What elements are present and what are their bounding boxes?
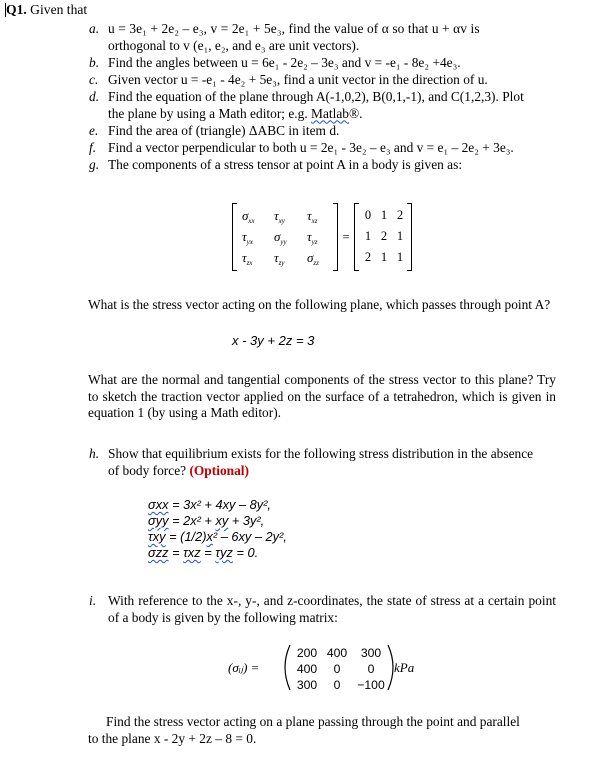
tau-xy: $\tau_{xy}$ bbox=[274, 208, 285, 225]
n-0-2: 300 bbox=[360, 646, 382, 660]
eq4-end: = 0. bbox=[232, 545, 259, 560]
eq2-lhs: σyy bbox=[148, 513, 169, 528]
item-g-question1: What is the stress vector acting on the following plane, which passes through point A? bbox=[88, 297, 551, 312]
sigma-yy: $\sigma_{yy}$ bbox=[274, 229, 287, 246]
final-question bbox=[88, 714, 558, 747]
item-f-label: f. bbox=[89, 140, 97, 155]
item-c-label: c. bbox=[89, 72, 99, 87]
m-0-2: 2 bbox=[396, 208, 404, 222]
item-g-label: g. bbox=[89, 157, 100, 172]
tau-zx: $\tau_{zx}$ bbox=[242, 250, 253, 267]
tau-yz: $\tau_{yz}$ bbox=[307, 229, 318, 246]
item-a-label: a. bbox=[89, 21, 100, 36]
matrix-lhs: (σᵢⱼ) = bbox=[228, 660, 260, 675]
m-1-0: 1 bbox=[364, 229, 372, 243]
item-d-line2-text: the plane by using a Math editor; e.g. bbox=[108, 105, 312, 121]
right-paren bbox=[388, 645, 393, 690]
eq3-rhs-x: x bbox=[206, 529, 213, 544]
final-line1: Find the stress vector acting on a plane passing through the point and parallel bbox=[106, 714, 520, 729]
plane-equation: x - 3y + 2z = 3 bbox=[232, 333, 315, 348]
item-f-line1: Find a vector perpendicular to both u = 2e₁ - 3e₂ – e₃ and v = e₁ – 2e₂ + 3e₃. bbox=[108, 140, 514, 155]
final-line2: to the plane x - 2y + 2z – 8 = 0. bbox=[88, 730, 257, 746]
eq3-rhs-b: ² – 6xy – 2y², bbox=[212, 529, 287, 544]
m-1-1: 2 bbox=[380, 229, 388, 243]
item-a-line2: orthogonal to v (e₁, e₂, and e₃ are unit vectors). bbox=[108, 37, 360, 53]
tau-zy: $\tau_{zy}$ bbox=[274, 250, 285, 267]
item-d-line2-end: ®. bbox=[348, 105, 363, 121]
item-d-line1: Find the equation of the plane through A(-1,0,2), B(0,1,-1), and C(1,2,3). Plot bbox=[108, 89, 524, 104]
eq2-rhs-b: + 3y², bbox=[228, 513, 265, 528]
m-1-2: 1 bbox=[396, 229, 404, 243]
eq4-lhs: σzz bbox=[148, 545, 169, 560]
tau-xz: $\tau_{xz}$ bbox=[307, 208, 318, 225]
m-2-1: 1 bbox=[380, 250, 388, 264]
eq3-rhs-a: = (1/2) bbox=[165, 529, 207, 544]
item-i-text: With reference to the x-, y-, and z-coordinates, the state of stress at a certain point of a body is given by the following matrix: bbox=[108, 593, 556, 625]
n-1-0: 400 bbox=[296, 662, 318, 676]
n-2-0: 300 bbox=[296, 678, 318, 692]
equals-sign: = bbox=[342, 230, 350, 244]
item-h-line2-text: of body force? bbox=[108, 462, 190, 478]
eq1-rhs: = 3x² + 4xy – 8y², bbox=[168, 497, 271, 512]
sigma-zz: $\sigma_{zz}$ bbox=[307, 250, 319, 267]
item-e-line1: Find the area of (triangle) ΔABC in item d. bbox=[108, 123, 340, 138]
eq1-lhs: σxx bbox=[148, 497, 169, 512]
n-0-0: 200 bbox=[296, 646, 318, 660]
item-g-line1: The components of a stress tensor at point A in a body is given as: bbox=[108, 157, 463, 172]
item-a-line1: u = 3e₁ + 2e₂ – e₃, v = 2e₁ + 5e₃, find the value of α so that u + αv is bbox=[108, 21, 480, 36]
item-c-line1: Given vector u = -e₁ - 4e₂ + 5e₃, find a unit vector in the direction of u. bbox=[108, 72, 488, 87]
n-1-2: 0 bbox=[367, 662, 375, 676]
item-h-line1: Show that equilibrium exists for the following stress distribution in the absence bbox=[108, 446, 534, 461]
n-2-2: −100 bbox=[357, 678, 385, 692]
sigma-xx: $\sigma_{xx}$ bbox=[242, 208, 255, 225]
m-2-0: 2 bbox=[364, 250, 372, 264]
question-number: Q1. bbox=[6, 2, 27, 17]
item-h-label: h. bbox=[89, 446, 100, 461]
tau-yx: $\tau_{yx}$ bbox=[242, 229, 253, 246]
question-intro: Given that bbox=[26, 2, 88, 17]
matrix-unit: kPa bbox=[394, 660, 415, 675]
eq4-tau-xz: τxz bbox=[183, 545, 201, 560]
item-i-label: i. bbox=[89, 593, 97, 608]
eq4-eq1: = bbox=[168, 545, 184, 560]
matlab-word: Matlab bbox=[311, 105, 349, 121]
item-b-label: b. bbox=[89, 55, 100, 70]
eq4-tau-yz: τyz bbox=[215, 545, 233, 560]
eq2-rhs-a: = 2x² + bbox=[168, 513, 216, 528]
eq3-lhs: τxy bbox=[148, 529, 166, 544]
m-0-0: 0 bbox=[364, 208, 372, 222]
m-2-2: 1 bbox=[396, 250, 404, 264]
n-0-1: 400 bbox=[326, 646, 348, 660]
eq4-eq2: = bbox=[200, 545, 216, 560]
eq2-rhs-xy: xy bbox=[215, 513, 229, 528]
item-d-label: d. bbox=[89, 89, 100, 104]
m-0-1: 1 bbox=[380, 208, 388, 222]
item-g-question2: What are the normal and tangential components of the stress vector to this plane? Try to sketch the traction vector applied on the surface of a tetrahedron, which is given in equation 1 (by using a Math editor). bbox=[88, 372, 556, 420]
item-e-label: e. bbox=[89, 123, 99, 138]
n-2-1: 0 bbox=[333, 678, 341, 692]
n-1-1: 0 bbox=[333, 662, 341, 676]
item-b-line1: Find the angles between u = 6e₁ - 2e₂ – 3e₃ and v = -e₁ - 8e₂ +4e₃. bbox=[108, 55, 461, 70]
optional-tag: (Optional) bbox=[189, 462, 249, 478]
